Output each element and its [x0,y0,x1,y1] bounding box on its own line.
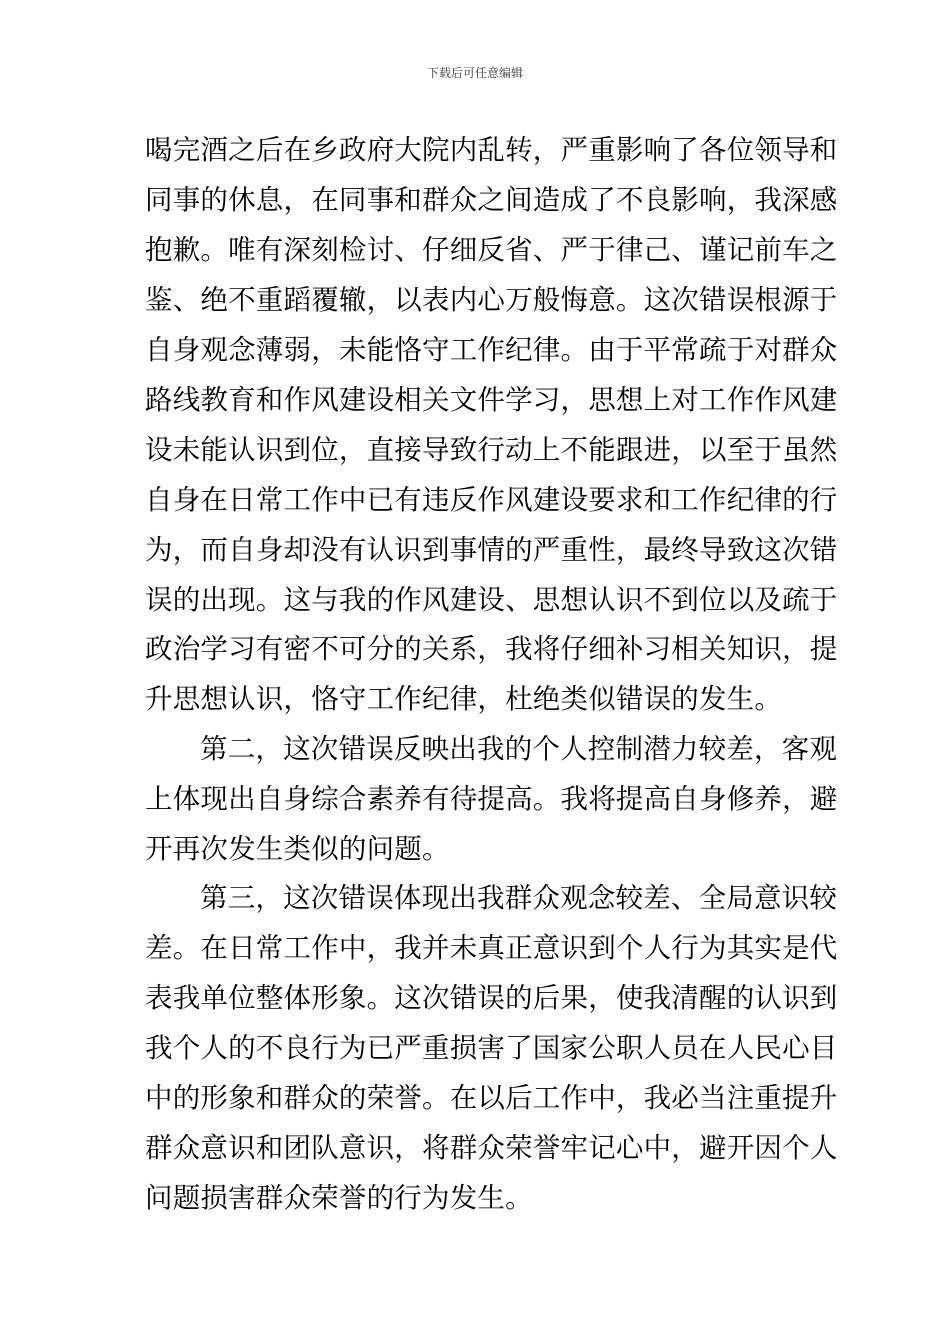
body-line: 问题损害群众荣誉的行为发生。 [145,1182,533,1214]
body-line: 自身在日常工作中已有违反作风建设要求和工作纪律的行 [145,484,838,516]
paragraph-start-line: 第三，这次错误体现出我群众观念较差、全局意识较 [200,882,838,914]
body-line: 抱歉。唯有深刻检讨、仔细反省、严于律己、谨记前车之 [145,234,838,266]
body-line: 中的形象和群众的荣誉。在以后工作中，我必当注重提升 [145,1082,838,1114]
page-header: 下载后可任意编辑 [426,66,523,80]
body-line: 鉴、绝不重蹈覆辙，以表内心万般悔意。这次错误根源于 [145,284,838,316]
body-line: 政治学习有密不可分的关系，我将仔细补习相关知识，提 [145,633,838,665]
body-line: 升思想认识，恪守工作纪律，杜绝类似错误的发生。 [145,683,783,715]
body-line: 误的出现。这与我的作风建设、思想认识不到位以及疏于 [145,584,838,616]
body-line: 为，而自身却没有认识到事情的严重性，最终导致这次错 [145,534,838,566]
paragraph-start-line: 第二，这次错误反映出我的个人控制潜力较差，客观 [200,733,838,765]
body-line: 上体现出自身综合素养有待提高。我将提高自身修养，避 [145,783,838,815]
body-line: 差。在日常工作中，我并未真正意识到个人行为其实是代 [145,932,838,964]
body-line: 设未能认识到位，直接导致行动上不能跟进，以至于虽然 [145,434,838,466]
body-line: 喝完酒之后在乡政府大院内乱转，严重影响了各位领导和 [145,134,838,166]
body-line: 开再次发生类似的问题。 [145,833,450,865]
body-line: 路线教育和作风建设相关文件学习，思想上对工作作风建 [145,384,838,416]
body-line: 同事的休息，在同事和群众之间造成了不良影响，我深感 [145,184,838,216]
body-line: 群众意识和团队意识，将群众荣誉牢记心中，避开因个人 [145,1132,838,1164]
body-line: 表我单位整体形象。这次错误的后果，使我清醒的认识到 [145,982,838,1014]
body-line: 我个人的不良行为已严重损害了国家公职人员在人民心目 [145,1032,838,1064]
body-line: 自身观念薄弱，未能恪守工作纪律。由于平常疏于对群众 [145,334,838,366]
